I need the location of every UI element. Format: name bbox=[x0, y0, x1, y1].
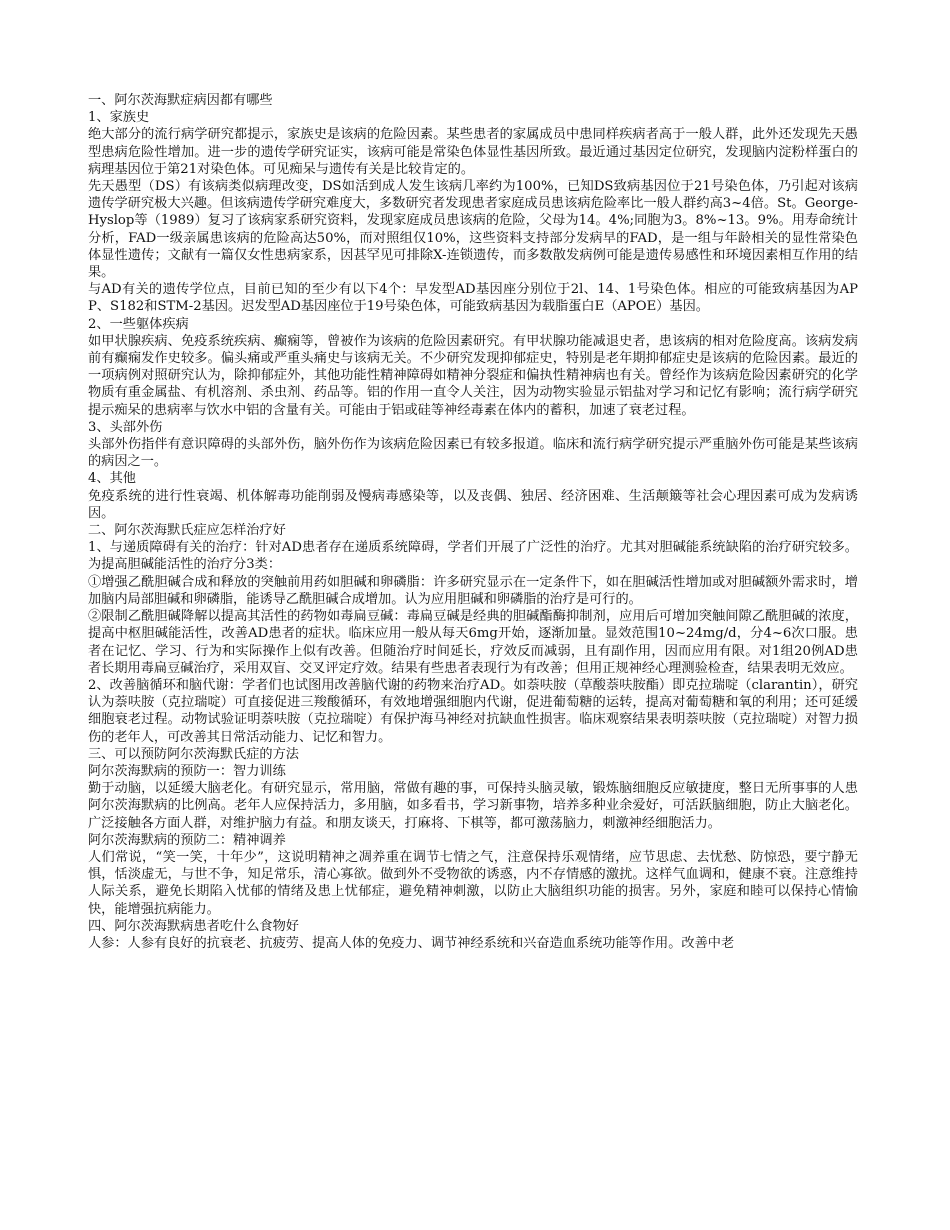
paragraph: 绝大部分的流行病学研究都提示，家族史是该病的危险因素。某些患者的家属成员中患同样疾病者高于一般人群，此外还发现先天愚型患病危险性增加。进一步的遗传学研究证实，该病可能是常染色体显性基因所致。最近通过基因定位研究，发现脑内淀粉样蛋白的病理基因位于第21对染色体。可见痴呆与遗传有关是比较肯定的。 bbox=[88, 127, 858, 177]
subheading: 2、一些躯体疾病 bbox=[88, 316, 189, 332]
subheading: 4、其他 bbox=[88, 471, 136, 487]
document-body bbox=[88, 92, 858, 952]
paragraph: 与AD有关的遗传学位点，目前已知的至少有以下4个：早发型AD基因座分别位于2l、14、1号染色体。相应的可能致病基因为APP、S182和STM-2基因。迟发型AD基因座位于19号染色体，可能致病基因为载脂蛋白E（APOE）基因。 bbox=[88, 282, 858, 315]
paragraph: 如甲状腺疾病、免疫系统疾病、癫痫等，曾被作为该病的危险因素研究。有甲状腺功能减退史者，患该病的相对危险度高。该病发病前有癫痫发作史较多。偏头痛或严重头痛史与该病无关。不少研究发现抑郁症史，特别是老年期抑郁症史是该病的危险因素。最近的一项病例对照研究认为，除抑郁症外，其他功能性精神障碍如精神分裂症和偏执性精神病也有关。曾经作为该病危险因素研究的化学物质有重金属盐、有机溶剂、杀虫剂、药品等。铝的作用一直令人关注，因为动物实验显示铝盐对学习和记忆有影响；流行病学研究提示痴呆的患病率与饮水中铝的含量有关。可能由于铝或硅等神经毒素在体内的蓄积，加速了衰老过程。 bbox=[88, 333, 858, 418]
paragraph: ①增强乙酰胆碱合成和释放的突触前用药如胆碱和卵磷脂：许多研究显示在一定条件下，如在胆碱活性增加或对胆碱额外需求时，增加脑内局部胆碱和卵磷脂，能诱导乙酰胆碱合成增加。认为应用胆碱和卵磷脂的治疗是可行的。 bbox=[88, 574, 858, 607]
paragraph: 免疫系统的进行性衰竭、机体解毒功能削弱及慢病毒感染等，以及丧偶、独居、经济困难、生活颠簸等社会心理因素可成为发病诱因。 bbox=[88, 488, 858, 521]
section-heading: 三、可以预防阿尔茨海默氏症的方法 bbox=[88, 746, 299, 762]
paragraph: 勤于动脑，以延缓大脑老化。有研究显示，常用脑，常做有趣的事，可保持头脑灵敏，锻炼脑细胞反应敏捷度，整日无所事事的人患阿尔茨海默病的比例高。老年人应保持活力，多用脑，如多看书，学习新事物，培养多种业余爱好，可活跃脑细胞，防止大脑老化。广泛接触各方面人群，对维护脑力有益。和朋友谈天，打麻将、下棋等，都可激荡脑力，刺激神经细胞活力。 bbox=[88, 781, 858, 831]
subheading: 阿尔茨海默病的预防二：精神调养 bbox=[88, 832, 286, 848]
paragraph: 2、改善脑循环和脑代谢：学者们也试图用改善脑代谢的药物来治疗AD。如萘呋胺（草酸萘呋胺酯）即克拉瑞啶（clarantin），研究认为萘呋胺（克拉瑞啶）可直接促进三羧酸循环，有效地增强细胞内代谢，促进葡萄糖的运转，提高对葡萄糖和氧的利用；还可延缓细胞衰老过程。动物试验证明萘呋胺（克拉瑞啶）有保护海马神经对抗缺血性损害。临床观察结果表明萘呋胺（克拉瑞啶）对智力损伤的老年人，可改善其日常活动能力、记忆和智力。 bbox=[88, 677, 858, 745]
paragraph: 人们常说，“笑一笑，十年少”，这说明精神之凋养重在调节七情之气，注意保持乐观情绪，应节思虑、去忧愁、防惊恐，要宁静无惧，恬淡虚无，与世不争，知足常乐，清心寡欲。做到外不受物欲的诱惑，内不存情感的激扰。这样气血调和，健康不衰。注意维持人际关系，避免长期陷入忧郁的情绪及患上忧郁症，避免精神刺激，以防止大脑组织功能的损害。另外，家庭和睦可以保持心情愉快，能增强抗病能力。 bbox=[88, 849, 858, 917]
section-heading: 一、阿尔茨海默症病因都有哪些 bbox=[88, 93, 273, 108]
section-heading: 二、阿尔茨海默氏症应怎样治疗好 bbox=[88, 523, 286, 539]
subheading: 1、家族史 bbox=[88, 110, 150, 126]
paragraph: 1、与递质障碍有关的治疗：针对AD患者存在递质系统障碍，学者们开展了广泛性的治疗。尤其对胆碱能系统缺陷的治疗研究较多。为提高胆碱能活性的治疗分3类： bbox=[88, 540, 858, 573]
subheading: 阿尔茨海默病的预防一：智力训练 bbox=[88, 763, 286, 779]
paragraph: 头部外伤指伴有意识障碍的头部外伤，脑外伤作为该病危险因素已有较多报道。临床和流行病学研究提示严重脑外伤可能是某些该病的病因之一。 bbox=[88, 437, 858, 470]
section-heading: 四、阿尔茨海默病患者吃什么食物好 bbox=[88, 918, 299, 934]
paragraph: 人参：人参有良好的抗衰老、抗疲劳、提高人体的免疫力、调节神经系统和兴奋造血系统功能等作用。改善中老 bbox=[88, 935, 735, 951]
subheading: 3、头部外伤 bbox=[88, 419, 163, 435]
paragraph: 先天愚型（DS）有该病类似病理改变，DS如活到成人发生该病几率约为100%，已知DS致病基因位于21号染色体，乃引起对该病遗传学研究极大兴趣。但该病遗传学研究难度大，多数研究者发现患者家庭成员患该病危险率比一般人群约高3~4倍。St。George-Hyslop等（1989）复习了该病家系研究资料，发现家庭成员患该病的危险，父母为14。4%;同胞为3。8%~13。9%。用寿命统计分析，FAD一级亲属患该病的危险高达50%，而对照组仅10%，这些资料支持部分发病早的FAD，是一组与年龄相关的显性常染色体显性遗传；文献有一篇仅女性患病家系，因甚罕见可排除X-连锁遗传，而多数散发病例可能是遗传易感性和环境因素相互作用的结果。 bbox=[88, 179, 858, 281]
paragraph: ②限制乙酰胆碱降解以提高其活性的药物如毒扁豆碱：毒扁豆碱是经典的胆碱酯酶抑制剂，应用后可增加突触间隙乙酰胆碱的浓度，提高中枢胆碱能活性，改善AD患者的症状。临床应用一般从每天6mg开始，逐渐加量。显效范围10~24mg/d，分4~6次口服。患者在记忆、学习、行为和实际操作上似有改善。但随治疗时间延长，疗效反而减弱，且有副作用，因而应用有限。对1组20例AD患者长期用毒扁豆碱治疗，采用双盲、交叉评定疗效。结果有些患者表现行为有改善；但用正规神经心理测验检查，结果表明无效应。 bbox=[88, 609, 858, 676]
